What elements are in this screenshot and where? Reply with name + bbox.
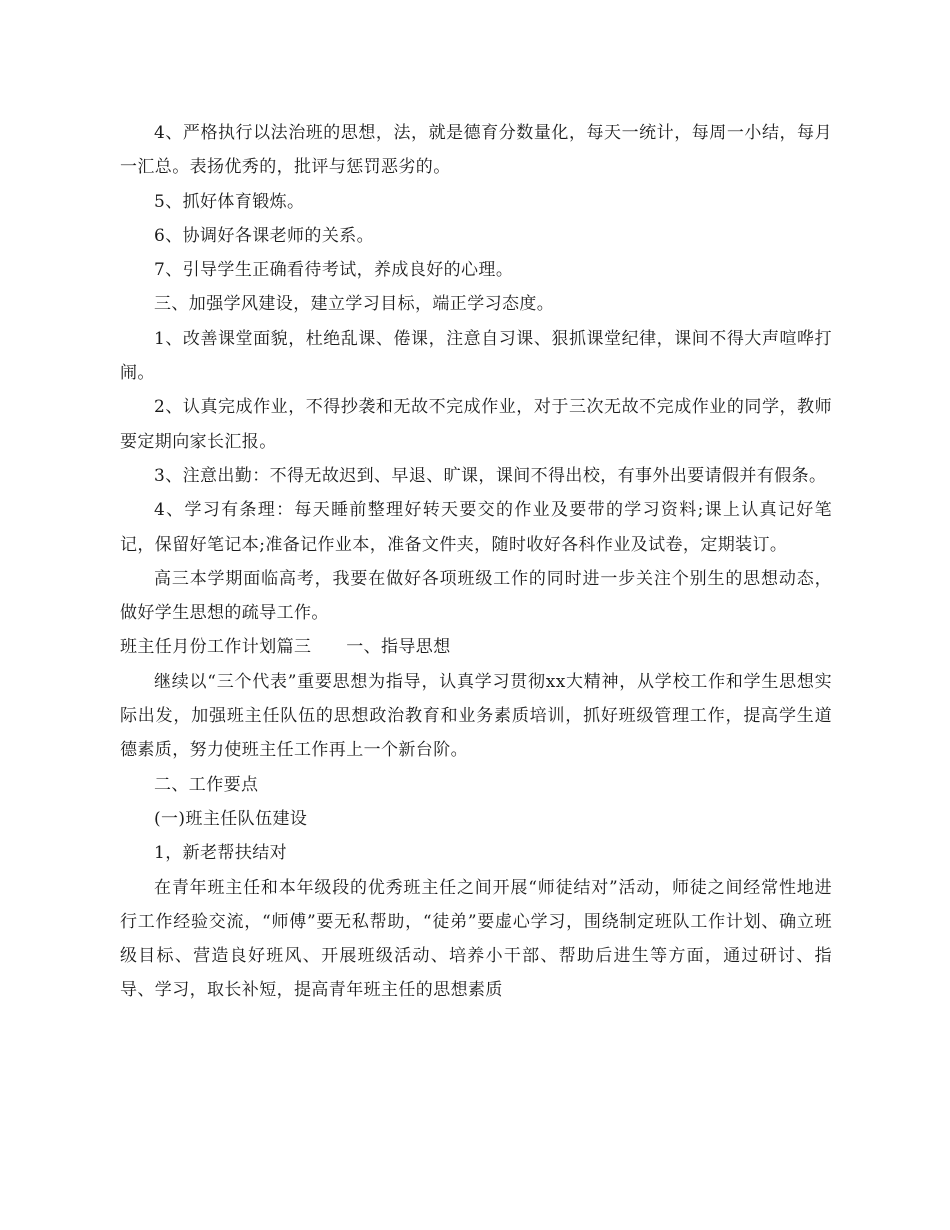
subsection-heading: (一)班主任队伍建设 [154,808,308,829]
document-body [120,116,832,1008]
paragraph: 6、协调好各课老师的关系。 [154,225,375,246]
paragraph: 在青年班主任和本年级段的优秀班主任之间开展“师徒结对”活动，师徒之间经常性地进行工作经验交流，“师傅”要无私帮助，“徒弟”要虚心学习，围绕制定班队工作计划、确立班级目标、营造良好班风、开展班级活动、培养小干部、帮助后进生等方面，通过研讨、指导、学习，取长补短，提高青年班主任的思想素质 [120,877,832,1001]
paragraph: 1、改善课堂面貌，杜绝乱课、倦课，注意自习课、狠抓课堂纪律，课间不得大声喧哗打闹。 [120,328,832,384]
section-heading: 三、加强学风建设，建立学习目标，端正学习态度。 [154,294,555,315]
paragraph: 4、严格执行以法治班的思想，法，就是德育分数量化，每天一统计，每周一小结，每月一汇总。表扬优秀的，批评与惩罚恶劣的。 [120,123,832,178]
article-title-line: 班主任月份工作计划篇三 一、指导思想 [120,637,451,658]
paragraph: 7、引导学生正确看待考试，养成良好的心理。 [154,260,514,281]
section-heading: 二、工作要点 [154,774,259,795]
paragraph: 高三本学期面临高考，我要在做好各项班级工作的同时进一步关注个别生的思想动态，做好学生思想的疏导工作。 [120,568,832,624]
paragraph: 4、学习有条理：每天睡前整理好转天要交的作业及要带的学习资料;课上认真记好笔记，保留好笔记本;准备记作业本，准备文件夹，随时收好各科作业及试卷，定期装订。 [120,500,832,555]
paragraph: 3、注意出勤：不得无故迟到、早退、旷课，课间不得出校，有事外出要请假并有假条。 [154,465,827,486]
paragraph: 5、抓好体育锻炼。 [154,191,305,212]
paragraph: 2、认真完成作业，不得抄袭和无故不完成作业，对于三次无故不完成作业的同学，教师要定期向家长汇报。 [120,397,832,452]
paragraph: 继续以“三个代表”重要思想为指导，认真学习贯彻xx大精神，从学校工作和学生思想实际出发，加强班主任队伍的思想政治教育和业务素质培训，抓好班级管理工作，提高学生道德素质，努力使班主任工作再上一个新台阶。 [120,671,832,761]
item-heading: 1，新老帮扶结对 [154,843,288,864]
